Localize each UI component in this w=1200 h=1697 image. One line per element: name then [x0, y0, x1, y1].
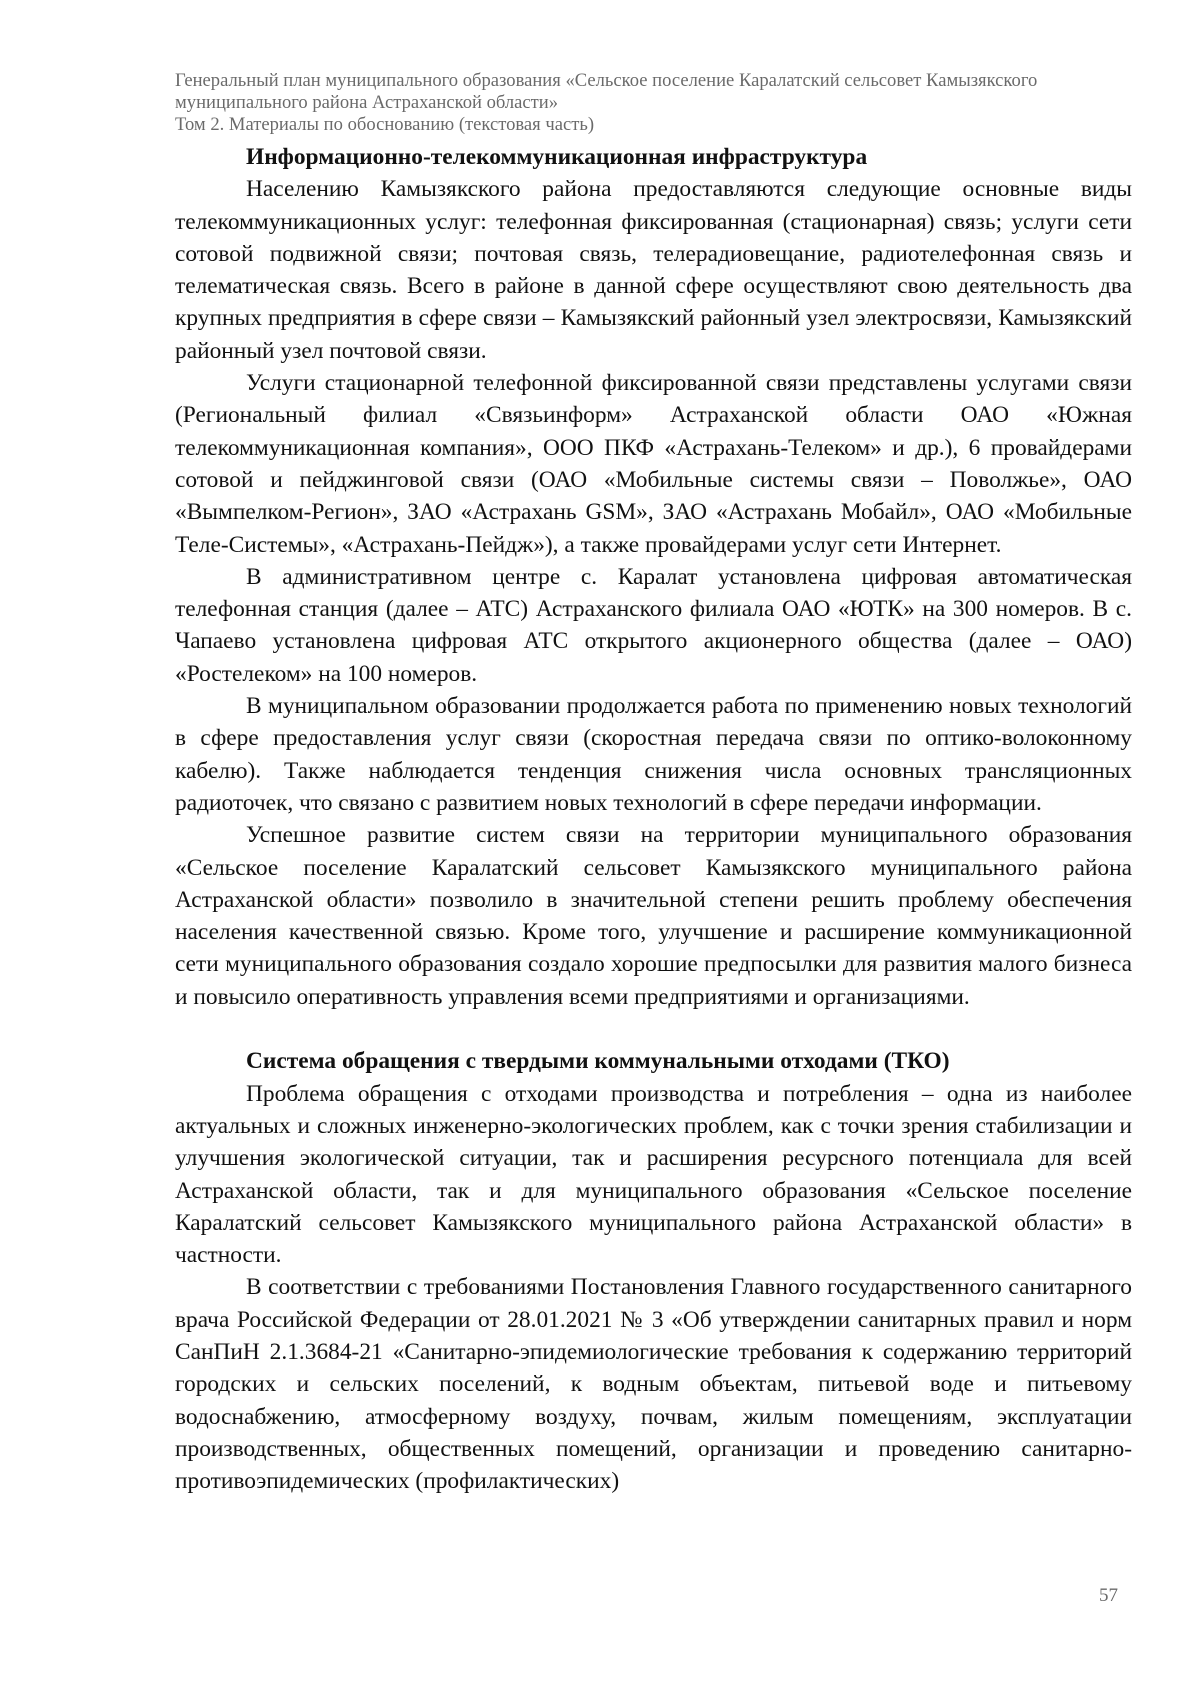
running-header-line-1: Генеральный план муниципального образования «Сельское поселение Каралатский сельсовет Камызякского [175, 70, 1038, 91]
running-header [175, 70, 1135, 136]
running-header-line-2: муниципального района Астраханской области» [175, 92, 559, 113]
paragraph: Услуги стационарной телефонной фиксированной связи представлены услугами связи (Региональный филиал «Связьинформ» Астраханской области ОАО «Южная телекоммуникационная компания», ООО ПКФ «Астрахань-Телеком» и др.), 6 провайдерами сотовой и пейджинговой связи (ОАО «Мобильные системы связи – Поволжье», ОАО «Вымпелком-Регион», ЗАО «Астрахань GSM», ЗАО «Астрахань Мобайл», ОАО «Мобильные Теле-Системы», «Астрахань-Пейдж»), а также провайдерами услуг сети Интернет. [175, 370, 1132, 558]
paragraph: Проблема обращения с отходами производства и потребления – одна из наиболее актуальных и сложных инженерно-экологических проблем, как с точки зрения стабилизации и улучшения экологической ситуации, так и расширения ресурсного потенциала для всей Астраханской области, так и для муниципального образования «Сельское поселение Каралатский сельсовет Камызякского муниципального района Астраханской области» в частности. [175, 1080, 1132, 1269]
section-title-waste: Система обращения с твердыми коммунальными отходами (ТКО) [246, 1048, 950, 1075]
running-header-line-3: Том 2. Материалы по обоснованию (текстовая часть) [175, 114, 595, 135]
page-number: 57 [1099, 1585, 1118, 1606]
paragraph: В муниципальном образовании продолжается работа по применению новых технологий в сфере предоставления услуг связи (скоростная передача связи по оптико-волоконному кабелю). Также наблюдается тенденция снижения числа основных трансляционных радиоточек, что связано с развитием новых технологий в сфере передачи информации. [175, 693, 1132, 816]
paragraph: В административном центре с. Каралат установлена цифровая автоматическая телефонная станция (далее – АТС) Астраханского филиала ОАО «ЮТК» на 300 номеров. В с. Чапаево установлена цифровая АТС открытого акционерного общества (далее – ОАО) «Ростелеком» на 100 номеров. [175, 563, 1132, 687]
document-body [175, 141, 1132, 1497]
paragraph: В соответствии с требованиями Постановления Главного государственного санитарного врача Российской Федерации от 28.01.2021 № 3 «Об утверждении санитарных правил и норм СанПиН 2.1.3684-21 «Санитарно-эпидемиологические требования к содержанию территорий городских и сельских поселений, к водным объектам, питьевой воде и питьевому водоснабжению, атмосферному воздуху, почвам, жилым помещениям, эксплуатации производственных, общественных помещений, организации и проведению санитарно-противоэпидемических (профилактических) [175, 1274, 1132, 1495]
paragraph: Населению Камызякского района предоставляются следующие основные виды телекоммуникационных услуг: телефонная фиксированная (стационарная) связь; услуги сети сотовой подвижной связи; почтовая связь, телерадиовещание, радиотелефонная связь и телематическая связь. Всего в районе в данной сфере осуществляют свою деятельность два крупных предприятия в сфере связи – Камызякский районный узел электросвязи, Камызякский районный узел почтовой связи. [175, 176, 1132, 364]
section-title-telecom: Информационно-телекоммуникационная инфраструктура [246, 144, 868, 170]
paragraph: Успешное развитие систем связи на территории муниципального образования «Сельское поселение Каралатский сельсовет Камызякского муниципального района Астраханской области» позволило в значительной степени решить проблему обеспечения населения качественной связью. Кроме того, улучшение и расширение коммуникационной сети муниципального образования создало хорошие предпосылки для развития малого бизнеса и повысило оперативность управления всеми предприятиями и организациями. [175, 822, 1132, 1010]
